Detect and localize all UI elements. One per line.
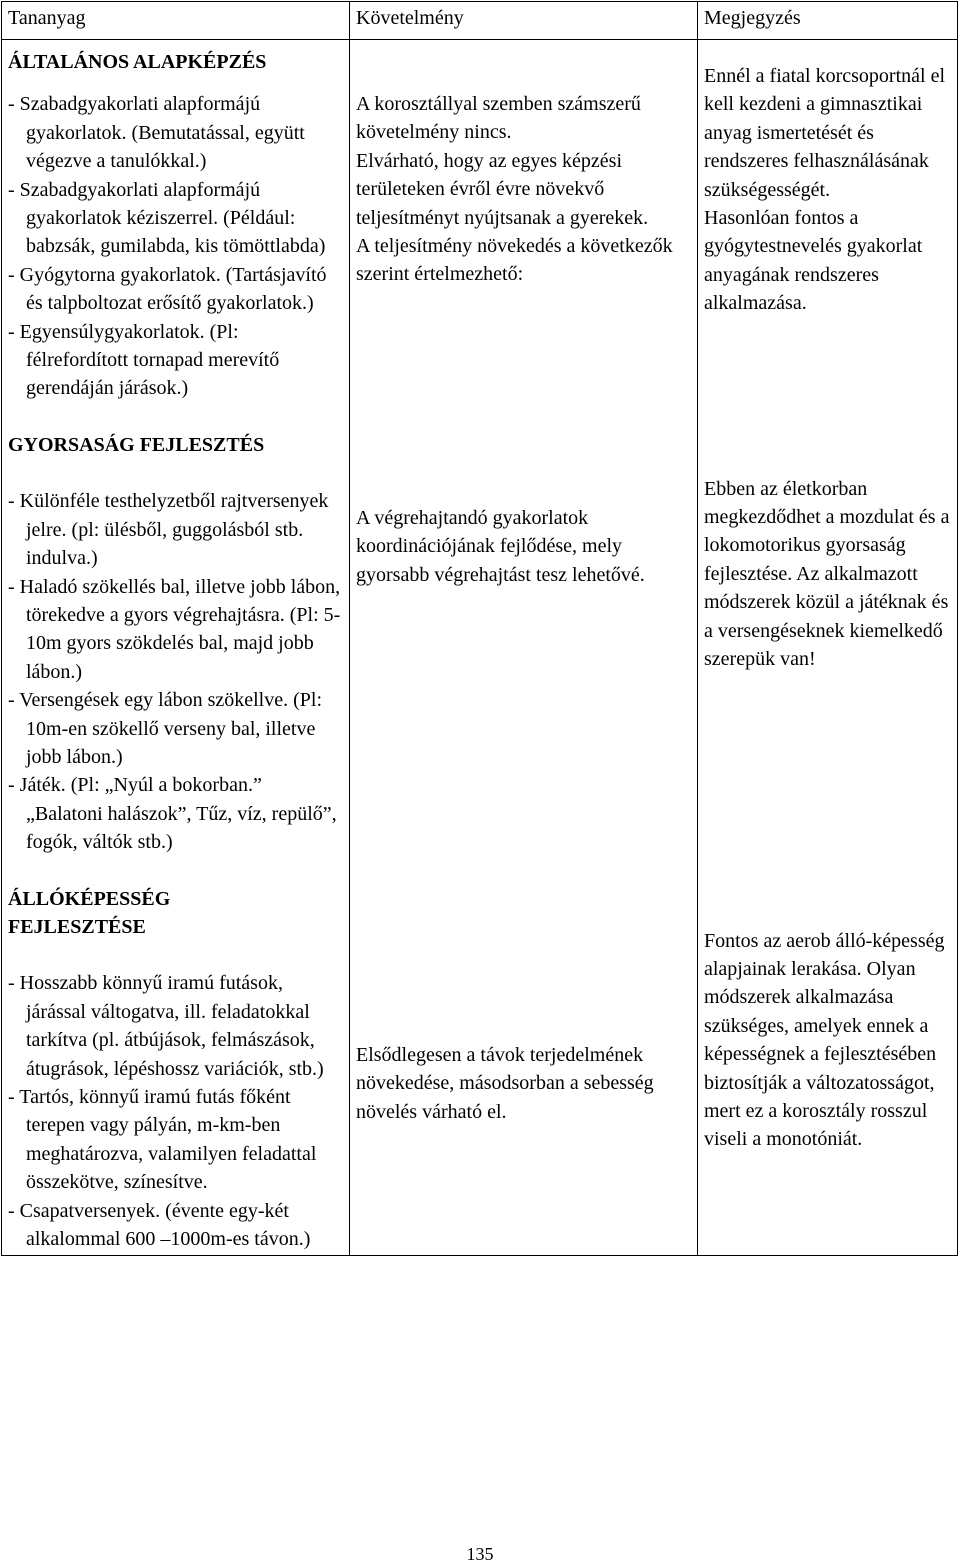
requirement-text: Elsődlegesen a távok terjedelmének növekedése, másodsorban a sebesség növelés várható el. [356, 1044, 654, 1123]
list-item: - Versengések egy lábon szökellve. (Pl: 10m-en szökellő verseny bal, illetve jobb lábon.) [8, 689, 322, 768]
note-text: Ebben az életkorban megkezdődhet a mozdulat és a lokomotorikus gyorsaság fejlesztése. Az alkalmazott módszerek közül a játéknak és a versengéseknek kiemelkedő szerepük van! [704, 477, 950, 671]
requirement-text: A teljesítmény növekedés a következők szerint értelmezhető: [356, 235, 673, 286]
section-title-altalanos: ÁLTALÁNOS ALAPKÉPZÉS [8, 51, 267, 73]
requirement-text: Elvárható, hogy az egyes képzési területeken évről évre növekvő teljesítményt nyújtsanak a gyerekek. [356, 149, 649, 229]
megjegyzes-cell [698, 40, 958, 1256]
list-item: - Csapatversenyek. (évente egy-két alkalommal 600 –1000m-es távon.) [8, 1199, 311, 1251]
header-tananyag: Tananyag [2, 2, 350, 40]
tananyag-cell [2, 40, 350, 1256]
header-megjegyzes: Megjegyzés [698, 2, 958, 40]
requirement-text: A korosztállyal szemben számszerű követelmény nincs. [356, 93, 641, 144]
list-item: - Hosszabb könnyű iramú futások, járással váltogatva, ill. feladatokkal tarkítva (pl. átbújások, felmászások, átugrások, lépéshossz variációk, stb.) [8, 972, 324, 1080]
note-text: Ennél a fiatal korcsoportnál el kell kezdeni a gimnasztikai anyag ismertetését és rendszeres felhasználásának szükségességét. [704, 65, 946, 201]
curriculum-table [1, 1, 958, 1256]
note-text: Hasonlóan fontos a gyógytestnevelés gyakorlat anyagának rendszeres alkalmazása. [704, 207, 923, 315]
note-text: Fontos az aerob álló-képesség alapjainak lerakása. Olyan módszerek alkalmazása szükséges, amelyek ennek a képességnek a fejlesztésében biztosítják a változatosságot, mert ez a korosztály rosszul viseli a monotóniát. [704, 929, 945, 1151]
list-item: - Egyensúlygyakorlatok. (Pl: félrefordított tornapad merevítő gerendáján járások.) [8, 320, 280, 400]
list-item: - Szabadgyakorlati alapformájú gyakorlatok. (Bemutatással, együtt végezve a tanulókkal.) [8, 93, 305, 173]
table-header-row [2, 2, 958, 40]
page-number: 135 [466, 1544, 494, 1564]
table-body-row [2, 40, 958, 1256]
list-item: - Szabadgyakorlati alapformájú gyakorlatok kéziszerrel. (Például: babzsák, gumilabda, kis tömöttlabda) [8, 178, 326, 258]
kovetelmeny-cell [350, 40, 698, 1256]
list-item: - Tartós, könnyű iramú futás főként terepen vagy pályán, m-km-ben meghatározva, valamilyen feladattal összekötve, színesítve. [8, 1086, 317, 1194]
section-title-gyorsasag: GYORSASÁG FEJLESZTÉS [8, 433, 265, 456]
list-item: - Különféle testhelyzetből rajtversenyek jelre. (pl: ülésből, guggolásból stb. indulva.) [8, 490, 329, 570]
list-item: - Gyógytorna gyakorlatok. (Tartásjavító és talpboltozat erősítő gyakorlatok.) [8, 263, 327, 315]
list-item: - Haladó szökellés bal, illetve jobb lábon, törekedve a gyors végrehajtásra. (Pl: 5-10m gyors szökdelés bal, majd jobb lábon.) [8, 575, 341, 683]
header-kovetelmeny: Követelmény [350, 2, 698, 40]
section-title-allokepesseg: ÁLLÓKÉPESSÉG FEJLESZTÉSE [8, 887, 171, 938]
requirement-text: A végrehajtandó gyakorlatok koordinációjának fejlődése, mely gyorsabb végrehajtást tesz lehetővé. [356, 506, 645, 586]
list-item: - Játék. (Pl: „Nyúl a bokorban.” „Balatoni halászok”, Tűz, víz, repülő”, fogók, váltók stb.) [8, 774, 337, 854]
